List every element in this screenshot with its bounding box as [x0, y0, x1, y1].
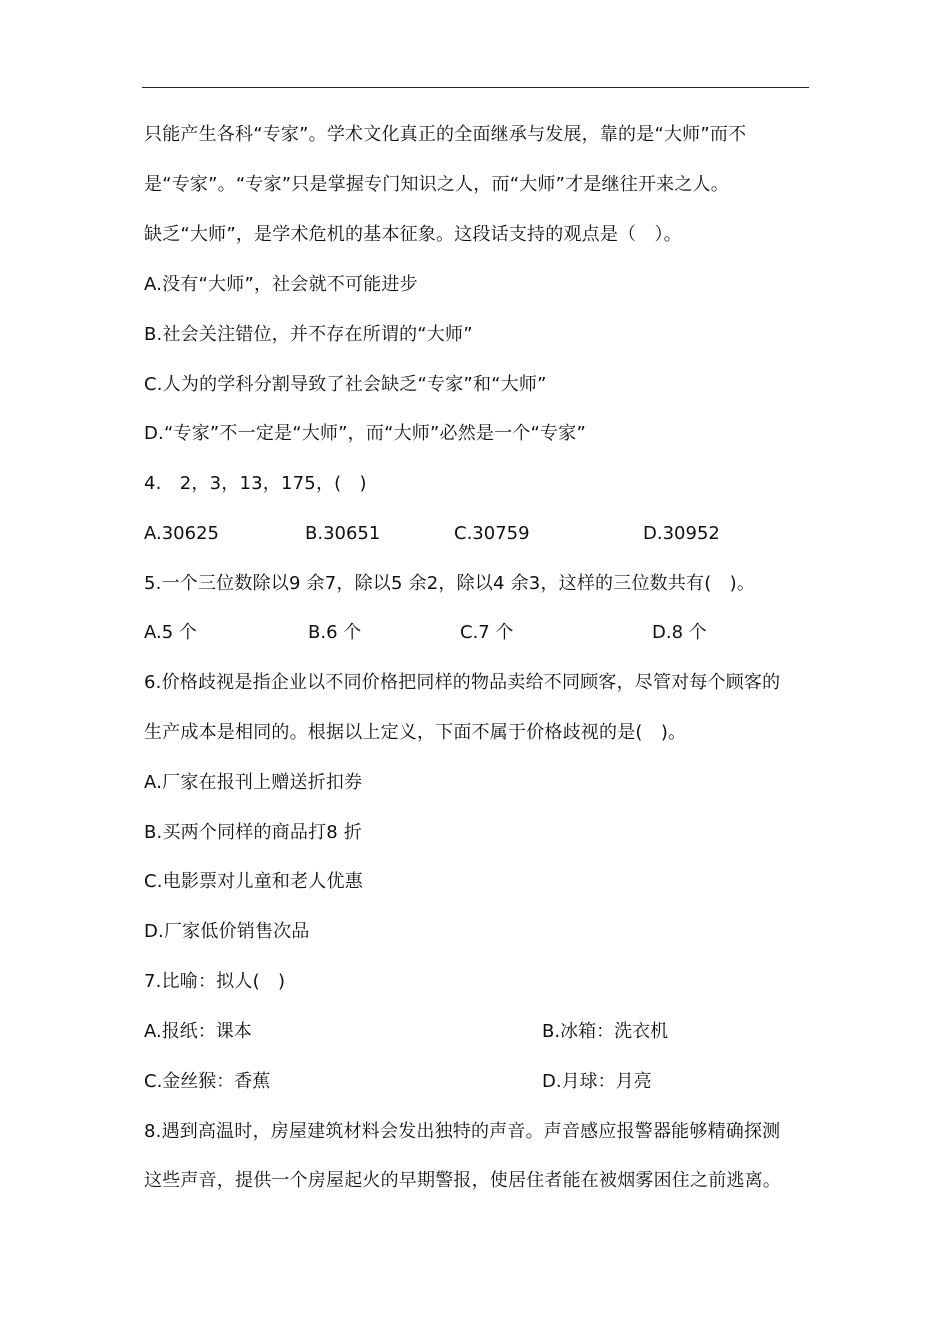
q4-stem: 4. 2，3，13，175，( ) — [144, 473, 367, 494]
q4-option-d: D.30952 — [643, 523, 720, 544]
q7-option-b: B.冰箱：洗衣机 — [542, 1021, 669, 1042]
q5-option-c: C.7 个 — [460, 622, 514, 643]
q7-stem: 7.比喻：拟人( ) — [144, 971, 286, 992]
q3-option-d: D.“专家”不一定是“大师”，而“大师”必然是一个“专家” — [144, 423, 586, 444]
header-rule — [142, 87, 809, 88]
q8-text-line-2: 这些声音，提供一个房屋起火的早期警报，使居住者能在被烟雾困住之前逃离。 — [144, 1170, 781, 1191]
q4-option-b: B.30651 — [305, 523, 381, 544]
q3-text-line-2: 是“专家”。“专家”只是掌握专门知识之人，而“大师”才是继往开来之人。 — [144, 174, 729, 195]
q7-option-d: D.月球：月亮 — [542, 1071, 652, 1092]
q6-option-a: A.厂家在报刊上赠送折扣券 — [144, 772, 363, 793]
q3-option-b: B.社会关注错位，并不存在所谓的“大师” — [144, 324, 473, 345]
q3-option-c: C.人为的学科分割导致了社会缺乏“专家”和“大师” — [144, 374, 547, 395]
q6-text-line-2: 生产成本是相同的。根据以上定义，下面不属于价格歧视的是( )。 — [144, 722, 687, 743]
q7-option-a: A.报纸：课本 — [144, 1021, 252, 1042]
q3-option-a: A.没有“大师”，社会就不可能进步 — [144, 274, 418, 295]
q7-option-c: C.金丝猴：香蕉 — [144, 1071, 271, 1092]
q8-text-line-1: 8.遇到高温时，房屋建筑材料会发出独特的声音。声音感应报警器能够精确探测 — [144, 1121, 781, 1142]
q4-option-a: A.30625 — [144, 523, 219, 544]
q3-text-line-1: 只能产生各科“专家”。学术文化真正的全面继承与发展，靠的是“大师”而不 — [144, 124, 747, 145]
q4-option-c: C.30759 — [454, 523, 530, 544]
q3-text-line-3: 缺乏“大师”，是学术危机的基本征象。这段话支持的观点是（ ）。 — [144, 224, 682, 245]
q6-option-d: D.厂家低价销售次品 — [144, 921, 310, 942]
q6-option-b: B.买两个同样的商品打8 折 — [144, 822, 363, 843]
q5-option-b: B.6 个 — [308, 622, 362, 643]
q5-option-d: D.8 个 — [652, 622, 707, 643]
q6-option-c: C.电影票对儿童和老人优惠 — [144, 871, 363, 892]
q5-stem: 5.一个三位数除以9 余7，除以5 余2，除以4 余3，这样的三位数共有( )。 — [144, 573, 756, 594]
q5-option-a: A.5 个 — [144, 622, 197, 643]
q6-text-line-1: 6.价格歧视是指企业以不同价格把同样的物品卖给不同顾客，尽管对每个顾客的 — [144, 672, 781, 693]
